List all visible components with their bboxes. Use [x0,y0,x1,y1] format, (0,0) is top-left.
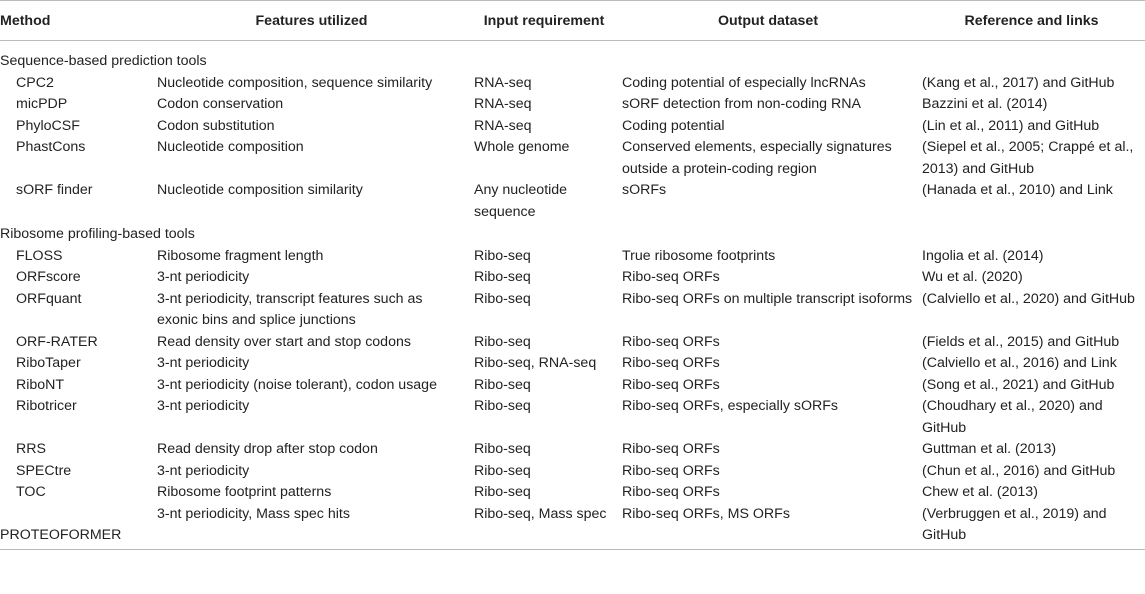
section-title: Sequence-based prediction tools [0,53,207,69]
table-row [0,180,1145,223]
cell-reference: (Siepel et al., 2005; Crappé et al., 2013) and GitHub [922,139,1134,177]
header-reference: Reference and links [918,1,1145,41]
cell-output: Ribo-seq ORFs [622,484,720,500]
cell-method: RiboNT [16,376,65,393]
table-row [0,439,1145,461]
table-row [0,246,1145,268]
cell-input: Ribo-seq [474,376,531,393]
cell-input: RNA-seq [474,74,532,91]
cell-reference: Ingolia et al. (2014) [922,247,1044,264]
cell-features: 3-nt periodicity, Mass spec hits [153,504,470,550]
cell-input: Ribo-seq [474,333,531,350]
cell-output: Ribo-seq ORFs, especially sORFs [622,398,839,414]
cell-features: Codon substitution [157,117,275,134]
cell-reference: Guttman et al. (2013) [922,441,1057,457]
table-row [0,375,1145,397]
cell-output: Coding potential of especially lncRNAs [622,74,866,91]
cell-features: 3-nt periodicity [157,355,250,371]
cell-input: Ribo-seq [474,484,531,500]
header-output: Output dataset [618,1,918,41]
cell-output: Conserved elements, especially signatures outside a protein-coding region [622,139,892,177]
cell-features: Read density over start and stop codons [157,333,411,350]
table-row [0,504,1145,550]
header-row [0,1,1145,41]
table-row [0,482,1145,504]
cell-input: RNA-seq [474,96,532,112]
table-row [0,267,1145,289]
cell-features: Codon conservation [157,96,284,112]
cell-method: RRS [16,441,46,457]
cell-reference: (Calviello et al., 2020) and GitHub [922,290,1135,307]
cell-input: Ribo-seq [474,398,531,414]
cell-output: Ribo-seq ORFs [622,269,720,285]
cell-features: 3-nt periodicity, transcript features such as exonic bins and splice junctions [157,290,423,328]
cell-reference: Bazzini et al. (2014) [922,96,1048,112]
cell-input: RNA-seq [474,117,532,134]
table-row [0,332,1145,354]
cell-input: Ribo-seq, RNA-seq [474,355,597,371]
cell-method: micPDP [16,96,68,112]
table-row [0,94,1145,116]
cell-method: PROTEOFORMER [0,504,153,550]
cell-input: Ribo-seq [474,247,531,264]
cell-method: CPC2 [16,74,54,91]
cell-output: Ribo-seq ORFs on multiple transcript isoforms [622,290,913,307]
cell-reference: (Calviello et al., 2016) and Link [922,355,1117,371]
cell-output: Ribo-seq ORFs [622,441,720,457]
cell-input: Ribo-seq [474,269,531,285]
cell-features: 3-nt periodicity [157,462,250,479]
cell-output: sORF detection from non-coding RNA [622,96,861,112]
table-row [0,116,1145,138]
cell-reference: (Choudhary et al., 2020) and GitHub [922,398,1103,436]
cell-features: 3-nt periodicity (noise tolerant), codon usage [157,376,437,393]
cell-output: Ribo-seq ORFs [622,376,720,393]
cell-method: PhyloCSF [16,117,80,134]
section-title: Ribosome profiling-based tools [0,226,195,242]
cell-output: True ribosome footprints [622,247,776,264]
cell-features: Read density drop after stop codon [157,441,378,457]
cell-reference: (Lin et al., 2011) and GitHub [922,117,1100,134]
cell-method: ORFquant [16,290,82,307]
header-features: Features utilized [153,1,470,41]
cell-input: Any nucleotide sequence [474,182,568,220]
cell-features: Nucleotide composition [157,139,304,155]
cell-output: sORFs [622,182,667,198]
cell-features: Nucleotide composition, sequence similarity [157,74,433,91]
cell-reference: (Hanada et al., 2010) and Link [922,182,1113,198]
cell-method: SPECtre [16,462,72,479]
cell-input: Ribo-seq [474,290,531,307]
table-row [0,353,1145,375]
cell-features: Ribosome fragment length [157,247,324,264]
cell-reference: (Chun et al., 2016) and GitHub [922,462,1116,479]
header-input: Input requirement [470,1,618,41]
cell-output: Ribo-seq ORFs, MS ORFs [618,504,918,550]
cell-output: Ribo-seq ORFs [622,462,720,479]
cell-reference: (Verbruggen et al., 2019) and GitHub [918,504,1145,550]
cell-input: Ribo-seq [474,462,531,479]
table-row [0,461,1145,483]
cell-method: Ribotricer [16,398,77,414]
cell-reference: (Fields et al., 2015) and GitHub [922,333,1120,350]
cell-features: Nucleotide composition similarity [157,182,363,198]
cell-method: TOC [16,484,46,500]
cell-reference: (Kang et al., 2017) and GitHub [922,74,1115,91]
cell-input: Ribo-seq [474,441,531,457]
table-body [0,41,1145,550]
header-method: Method [0,1,153,41]
cell-output: Coding potential [622,117,725,134]
cell-method: ORFscore [16,269,81,285]
cell-method: RiboTaper [16,355,81,371]
cell-method: ORF-RATER [16,333,98,350]
table-row [0,289,1145,332]
cell-method: PhastCons [16,139,86,155]
cell-reference: Chew et al. (2013) [922,484,1038,500]
cell-input: Ribo-seq, Mass spec [470,504,618,550]
section-row [0,223,1145,246]
section-row [0,41,1145,73]
table-row [0,73,1145,95]
cell-input: Whole genome [474,139,570,155]
cell-features: Ribosome footprint patterns [157,484,332,500]
cell-output: Ribo-seq ORFs [622,333,720,350]
cell-features: 3-nt periodicity [157,398,250,414]
table-row [0,396,1145,439]
table-row [0,137,1145,180]
cell-reference: (Song et al., 2021) and GitHub [922,376,1115,393]
cell-method: sORF finder [16,182,93,198]
cell-reference: Wu et al. (2020) [922,269,1023,285]
cell-output: Ribo-seq ORFs [622,355,720,371]
cell-features: 3-nt periodicity [157,269,250,285]
cell-method: FLOSS [16,247,63,264]
